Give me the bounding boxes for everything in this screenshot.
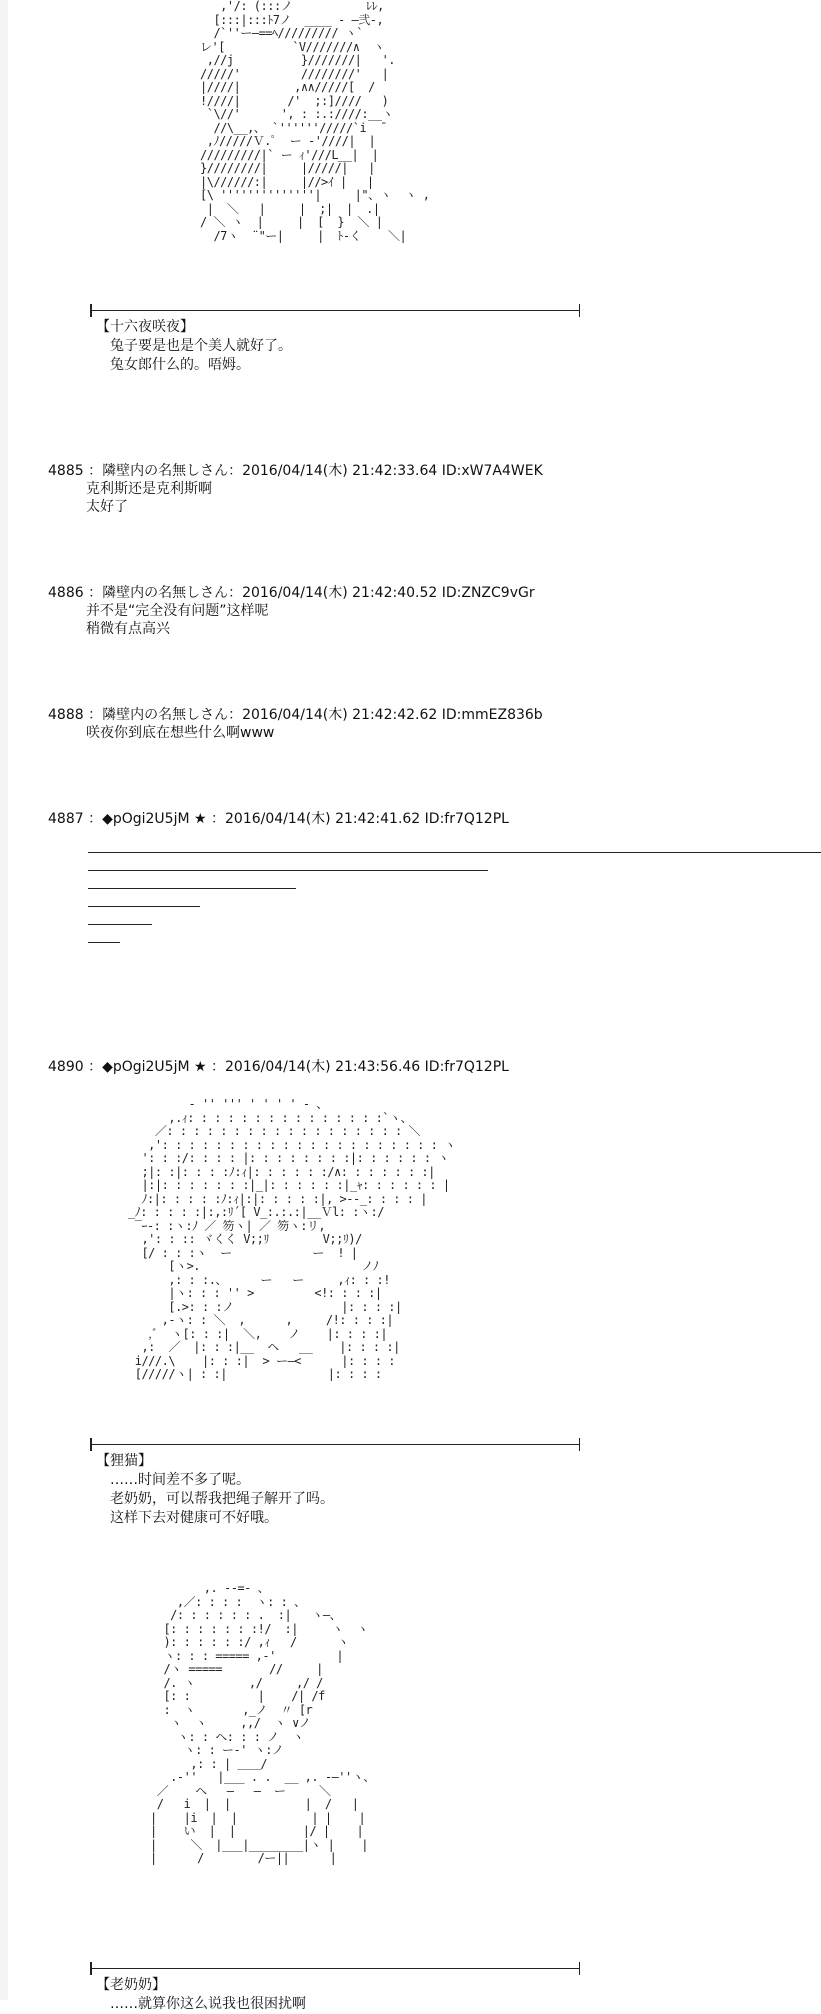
speech-line: 老奶奶，可以帮我把绳子解开了吗。 (110, 1491, 334, 1507)
post-header: 4890 ：◆pOgi2U5jM ★ ：2016/04/14(木) 21:43:56.46 ID:fr7Q12PL (48, 1059, 509, 1075)
speech-line: 兔女郎什么的。唔姆。 (110, 357, 250, 373)
post-header: 4888 ：隣壁内の名無しさん：2016/04/14(木) 21:42:42.62 ID:mmEZ836b (48, 707, 543, 723)
divider-sakuya (90, 310, 580, 311)
speaker-label: 【老奶奶】 (96, 1977, 166, 1993)
post-body-line: 咲夜你到底在想些什么啊www (86, 725, 275, 741)
rule-line (88, 888, 296, 889)
post-4887 (48, 810, 509, 828)
ascii-art-grandma: ,. --=- 、 ,／: : : : ヽ: : 、 /: : : : : : . :| ヽ―、 [: : : : : : :!/ :| ヽ ヽ ): : : : : :/ ,ｨ / ヽ ヽ: : : ===== ,-' | /ヽ ===== // | /. ヽ ,/ ,/ / [: : | /| /f : ヽ ,_ノ 〃 [r ヽ ヽ ,,/ ヽ ∨ノ ヽ: : ヘ: : : ノ ヽ ヽ: : ー‐' ヽ:ノ ,: : | ＿＿/ .-'' |___ . . __ ,. -―''ヽ、 ／ ヘ ― ― ー ＼ / i | | | / | | |i | | | | | | い | | |/ | | | ＼ |___|________|ヽ | | | / /ー|| | (150, 1581, 375, 1865)
rule-line (88, 906, 200, 907)
speech-grandma (96, 1976, 306, 2014)
speaker-label: 【十六夜咲夜】 (96, 319, 194, 335)
post-4888 (48, 706, 543, 742)
post-4886 (48, 584, 535, 638)
rule-line (88, 942, 120, 943)
post-header: 4886 ：隣壁内の名無しさん：2016/04/14(木) 21:42:40.52 ID:ZNZC9vGr (48, 585, 535, 601)
speech-line: 这样下去对健康可不好哦。 (110, 1510, 278, 1526)
rule-line (88, 924, 152, 925)
speech-tanuki (96, 1452, 334, 1528)
post-4890 (48, 1058, 509, 1076)
post-header: 4885 ：隣壁内の名無しさん：2016/04/14(木) 21:42:33.64 ID:xW7A4WEK (48, 463, 543, 479)
ascii-art-sakuya: ,'/: (:::ノ ﾚﾚ, [:::|:::ﾄ7ノ ____ - ―弐-, /`''ー―==ﾍ///////// ヽ` レ'[ `V///////∧ ヽ ,//j }///////| '. /////' ////////' | |////| ,∧∧/////[ / !////| /' ;:]//// ) `\//' ', : :.:////:__ヽ //\__,、 `''''''/////`i ̄ ,ﾉ/////Ｖ.ﾟ ー -'////| | /////////|` ー ｨ'///L__| | }////////| |/////| | |\//////:| |//>ｲ | | [\ ''''''''''''''| |"、ヽ ヽ , | ＼ | | ;| | .| / ＼ ヽ | | [ } ＼ | /7ヽ ¨"ー| | ﾄ-く ＼| (200, 0, 430, 243)
speech-sakuya (96, 318, 292, 375)
post-body-line: 并不是“完全没有问题”这样呢 (86, 603, 269, 619)
ascii-art-tanuki: - '' ''' ' ' ' ' - 、 ,.ｨ: : : : : : : : : : : : : : :`ヽ、 ／: : : : : : : : : : : : : : : : : : ＼ ,': : : : : : : : : : : : : : : : : : : : : ヽ ': : :/: : : : |: : : : : : : :|: : : : : : ヽ ;|: :|: : : :ﾉ:ｨ|: : : : : :/∧: : : : : : :| |:|: : : : : : :|_|: : : : : :|_ｬ: : : : : : | ﾉ:|: : : : :ﾉ:ｨ|:|: : : : :|, >‐-_: : : : | _ﾉ: : : : :|:,:ﾘ´[ V_:.:.:|__Ｖl: :ヽ:/ ‾ｰ-: :ヽ:ﾉ ／ 笏ヽ| ／ 笏ヽ:リ, ,': : :: ヾくく V;;ﾘ V;;ﾘ)/ [/ : : :ヽ ー ー ! | [ヽ>. ノﾉ ,: : :.、 ー ー ,ｨ: : :! |ヽ: : : '' > <!: : : :| [.>: : :ノ |: : : :| ,-ヽ: : ＼ , , /!: : : :| ,ﾞ ヽ[: : :| ＼, ノ |: : : :| ,: ／ |: : :|__ ヘ __ |: : : :| i///.\ |: : :| > ー―< |: : : : [/////ヽ| : :| |: : : : (128, 1097, 456, 1381)
post-4885 (48, 462, 543, 516)
divider-grandma (90, 1968, 580, 1969)
post-body-line: 克利斯还是克利斯啊 (86, 481, 212, 497)
speech-line: 兔子要是也是个美人就好了。 (110, 338, 292, 354)
left-margin-strip (0, 0, 8, 2000)
divider-tanuki (90, 1444, 580, 1445)
speech-line: ……就算你这么说我也很困扰啊 (110, 1996, 306, 2012)
rule-line (88, 870, 488, 871)
rule-line (88, 852, 821, 853)
speech-line: ……时间差不多了呢。 (110, 1472, 250, 1488)
post-header: 4887 ：◆pOgi2U5jM ★ ：2016/04/14(木) 21:42:41.62 ID:fr7Q12PL (48, 811, 509, 827)
speaker-label: 【狸猫】 (96, 1453, 152, 1469)
post-body-line: 太好了 (86, 499, 128, 515)
post-body-line: 稍微有点高兴 (86, 621, 170, 637)
